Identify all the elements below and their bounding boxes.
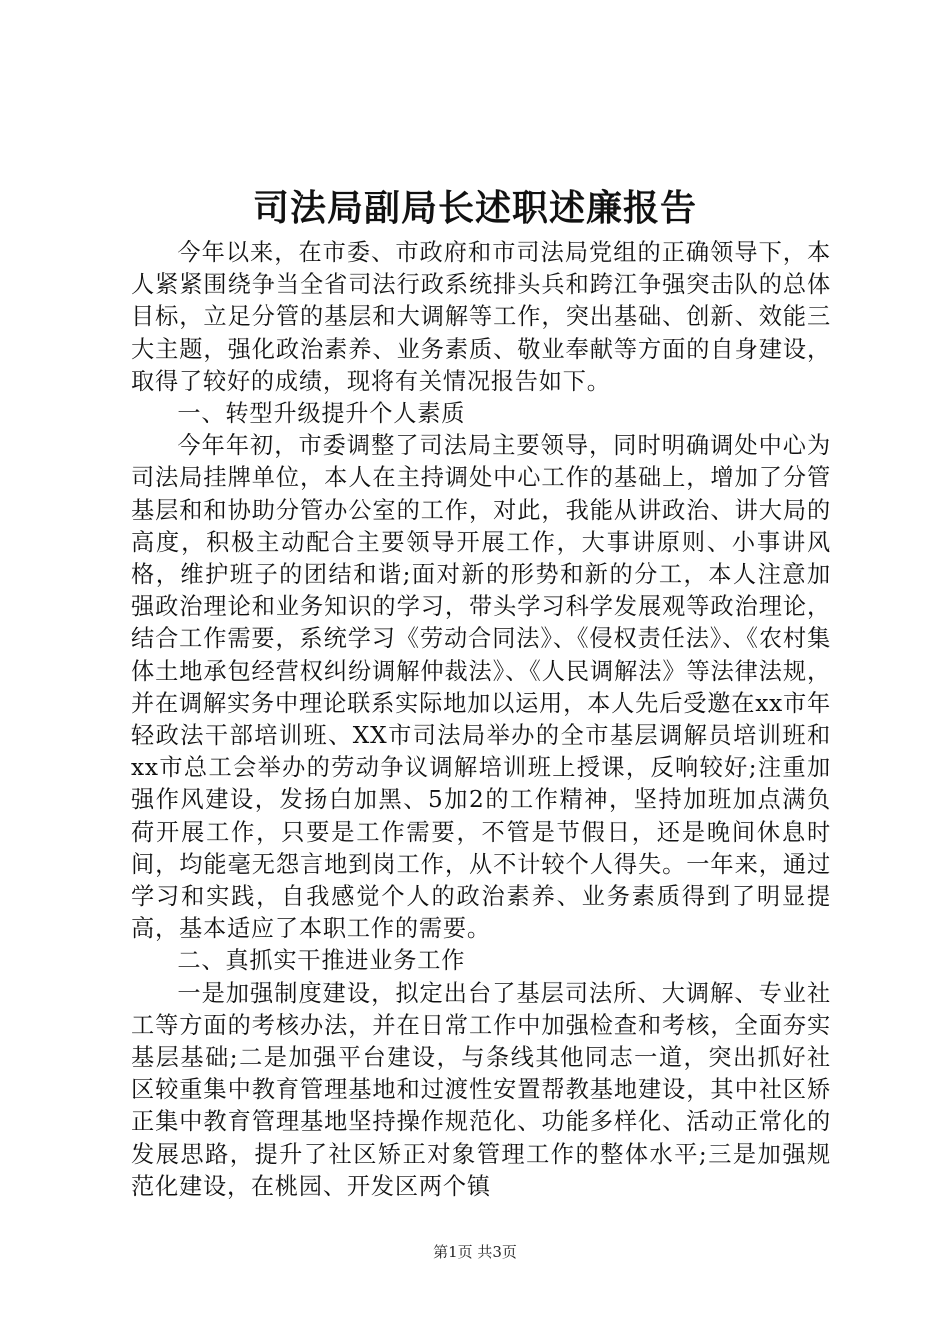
document-title: 司法局副局长述职述廉报告 — [252, 187, 697, 229]
section-heading-2: 二、真抓实干推进业务工作 — [177, 947, 466, 975]
intro-paragraph: 今年以来，在市委、市政府和市司法局党组的正确领导下，本人紧紧围绕争当全省司法行政系统排头兵和跨江争强突击队的总体目标，立足分管的基层和大调解等工作，突出基础、创新、效能三大主题，强化政治素养、业务素质、敬业奉献等方面的自身建设，取得了较好的成绩，现将有关情况报告如下。 — [131, 239, 831, 395]
section-2-paragraph: 一是加强制度建设，拟定出台了基层司法所、大调解、专业社工等方面的考核办法，并在日常工作中加强检查和考核，全面夯实基层基础;二是加强平台建设，与条线其他同志一道，突出抓好社区较重集中教育管理基地和过渡性安置帮教基地建设，其中社区矫正集中教育管理基地坚持操作规范化、功能多样化、活动正常化的发展思路，提升了社区矫正对象管理工作的整体水平;三是加强规范化建设，在桃园、开发区两个镇 — [131, 979, 831, 1200]
page-number-footer: 第1页 共3页 — [433, 1243, 517, 1261]
section-1-paragraph: 今年年初，市委调整了司法局主要领导，同时明确调处中心为司法局挂牌单位，本人在主持调处中心工作的基础上，增加了分管基层和和协助分管办公室的工作，对此，我能从讲政治、讲大局的高度，积极主动配合主要领导开展工作，大事讲原则、小事讲风格，维护班子的团结和谐;面对新的形势和新的分工，本人注意加强政治理论和业务知识的学习，带头学习科学发展观等政治理论，结合工作需要，系统学习《劳动合同法》、《侵权责任法》、《农村集体土地承包经营权纠纷调解仲裁法》、《人民调解法》等法律法规，并在调解实务中理论联系实际地加以运用，本人先后受邀在xx市年轻政法干部培训班、XX市司法局举办的全市基层调解员培训班和xx市总工会举办的劳动争议调解培训班上授课，反响较好;注重加强作风建设，发扬白加黑、5加2的工作精神，坚持加班加点满负荷开展工作，只要是工作需要，不管是节假日，还是晚间休息时间，均能毫无怨言地到岗工作，从不计较个人得失。一年来，通过学习和实践，自我感觉个人的政治素养、业务素质得到了明显提高，基本适应了本职工作的需要。 — [131, 432, 831, 943]
section-heading-1: 一、转型升级提升个人素质 — [177, 400, 466, 428]
document-body — [131, 237, 831, 1203]
